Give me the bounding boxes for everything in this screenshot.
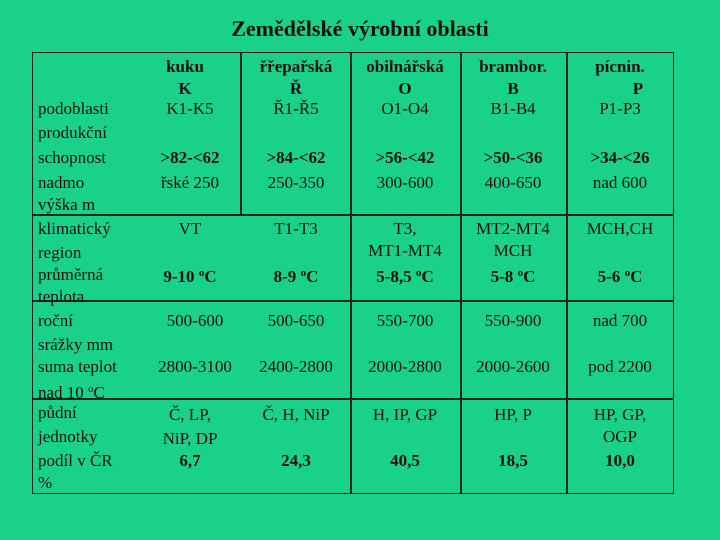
grid-line bbox=[32, 214, 674, 216]
page-title: Zemědělské výrobní oblasti bbox=[231, 16, 489, 41]
degree-mark: o bbox=[88, 383, 94, 395]
row-label-schopnost: schopnost bbox=[38, 148, 106, 167]
header-repa-name: řřepařská bbox=[259, 57, 333, 76]
obil-suma: 2000-2800 bbox=[368, 357, 442, 376]
grid-line bbox=[240, 52, 242, 214]
pic-pudni-2: OGP bbox=[602, 427, 637, 446]
celsius-mark: C bbox=[306, 267, 319, 286]
degree-mark: o bbox=[300, 267, 307, 279]
grid-line bbox=[32, 398, 674, 400]
bram-teplota-value: 5-8 bbox=[490, 267, 518, 286]
bram-klim-2: MCH bbox=[493, 241, 533, 260]
degree-mark: o bbox=[198, 267, 205, 279]
obil-pudni: H, IP, GP bbox=[372, 405, 438, 424]
header-pic-code: P bbox=[632, 79, 644, 98]
repa-schopnost: >84-<62 bbox=[266, 148, 326, 167]
kuku-pudni-1: Č, LP, bbox=[168, 405, 212, 424]
obil-podil: 40,5 bbox=[390, 451, 420, 470]
kuku-suma: 2800-3100 bbox=[158, 357, 232, 376]
row-label-rocni: roční bbox=[38, 311, 73, 330]
kuku-srazky: 500-600 bbox=[166, 311, 224, 330]
kuku-teplota bbox=[140, 262, 240, 288]
pic-srazky: nad 700 bbox=[592, 311, 648, 330]
header-repa-code: Ř bbox=[289, 79, 303, 98]
repa-podil: 24,3 bbox=[281, 451, 311, 470]
pic-klim: MCH,CH bbox=[586, 219, 654, 238]
row-label-teplota: teplota bbox=[38, 287, 85, 306]
kuku-pudni-2: NiP, DP bbox=[162, 429, 218, 448]
pic-pudni-1: HP, GP, bbox=[593, 405, 647, 424]
header-obil-name: obilnářská bbox=[366, 57, 444, 76]
celsius-mark: C bbox=[93, 383, 105, 402]
kuku-vyska: řské 250 bbox=[160, 173, 220, 192]
kuku-podoblasti: K1-K5 bbox=[166, 99, 214, 118]
header-kuku-code: K bbox=[178, 79, 192, 98]
row-label-nadmo: nadmo bbox=[38, 173, 85, 192]
nad10-text: nad 10 bbox=[38, 383, 89, 402]
row-label-nad10 bbox=[38, 378, 105, 404]
header-kuku-name: kuku bbox=[166, 57, 204, 76]
row-label-percent: % bbox=[38, 473, 53, 492]
obil-schopnost: >56-<42 bbox=[375, 148, 435, 167]
obil-podoblasti: O1-O4 bbox=[381, 99, 429, 118]
degree-mark: o bbox=[624, 267, 631, 279]
obil-srazky: 550-700 bbox=[376, 311, 434, 330]
pic-teplota bbox=[568, 262, 672, 288]
obil-klim-2: MT1-MT4 bbox=[368, 241, 442, 260]
bram-klim-1: MT2-MT4 bbox=[476, 219, 550, 238]
repa-pudni: Č, H, NiP bbox=[262, 405, 330, 424]
row-label-region: region bbox=[38, 243, 82, 262]
obil-teplota-value: 5-8,5 bbox=[376, 267, 416, 286]
celsius-mark: C bbox=[204, 267, 217, 286]
row-label-podil: podíl v ČR bbox=[38, 451, 113, 470]
kuku-schopnost: >82-<62 bbox=[160, 148, 220, 167]
kuku-podil: 6,7 bbox=[179, 451, 201, 470]
degree-mark: o bbox=[517, 267, 524, 279]
header-bram-name: brambor. bbox=[479, 57, 547, 76]
pic-teplota-value: 5-6 bbox=[597, 267, 625, 286]
row-label-suma: suma teplot bbox=[38, 357, 117, 376]
header-pic-name: pícnin. bbox=[595, 57, 645, 76]
pic-podil: 10,0 bbox=[605, 451, 635, 470]
row-label-vyska: výška m bbox=[38, 195, 96, 214]
header-obil-code: O bbox=[398, 79, 412, 98]
repa-suma: 2400-2800 bbox=[259, 357, 333, 376]
bram-teplota bbox=[462, 262, 564, 288]
pic-podoblasti: P1-P3 bbox=[599, 99, 641, 118]
row-label-jednotky: jednotky bbox=[38, 427, 98, 446]
row-label-pudni: půdní bbox=[38, 403, 77, 422]
obil-vyska: 300-600 bbox=[376, 173, 434, 192]
bram-schopnost: >50-<36 bbox=[483, 148, 543, 167]
repa-vyska: 250-350 bbox=[267, 173, 325, 192]
repa-teplota-value: 8-9 bbox=[273, 267, 301, 286]
bram-vyska: 400-650 bbox=[484, 173, 542, 192]
kuku-klim: VT bbox=[178, 219, 202, 238]
row-label-klim: klimatický bbox=[38, 219, 111, 238]
degree-mark: o bbox=[415, 267, 422, 279]
celsius-mark: C bbox=[421, 267, 434, 286]
row-label-produkcni: produkční bbox=[38, 123, 107, 142]
row-label-podoblasti: podoblasti bbox=[38, 99, 109, 118]
celsius-mark: C bbox=[630, 267, 643, 286]
obil-teplota bbox=[352, 262, 458, 288]
obil-klim-1: T3, bbox=[393, 219, 417, 238]
header-bram-code: B bbox=[507, 79, 519, 98]
bram-podoblasti: B1-B4 bbox=[490, 99, 536, 118]
repa-klim: T1-T3 bbox=[274, 219, 318, 238]
bram-podil: 18,5 bbox=[498, 451, 528, 470]
grid-line bbox=[32, 300, 674, 302]
pic-schopnost: >34-<26 bbox=[590, 148, 650, 167]
kuku-teplota-value: 9-10 bbox=[163, 267, 199, 286]
row-label-prumerna: průměrná bbox=[38, 265, 104, 284]
repa-teplota bbox=[244, 262, 348, 288]
repa-podoblasti: Ř1-Ř5 bbox=[273, 99, 319, 118]
repa-srazky: 500-650 bbox=[267, 311, 325, 330]
bram-srazky: 550-900 bbox=[484, 311, 542, 330]
pic-suma: pod 2200 bbox=[588, 357, 652, 376]
bram-suma: 2000-2600 bbox=[476, 357, 550, 376]
bram-pudni: HP, P bbox=[494, 405, 532, 424]
pic-vyska: nad 600 bbox=[592, 173, 648, 192]
row-label-srazky: srážky mm bbox=[38, 335, 114, 354]
celsius-mark: C bbox=[523, 267, 536, 286]
